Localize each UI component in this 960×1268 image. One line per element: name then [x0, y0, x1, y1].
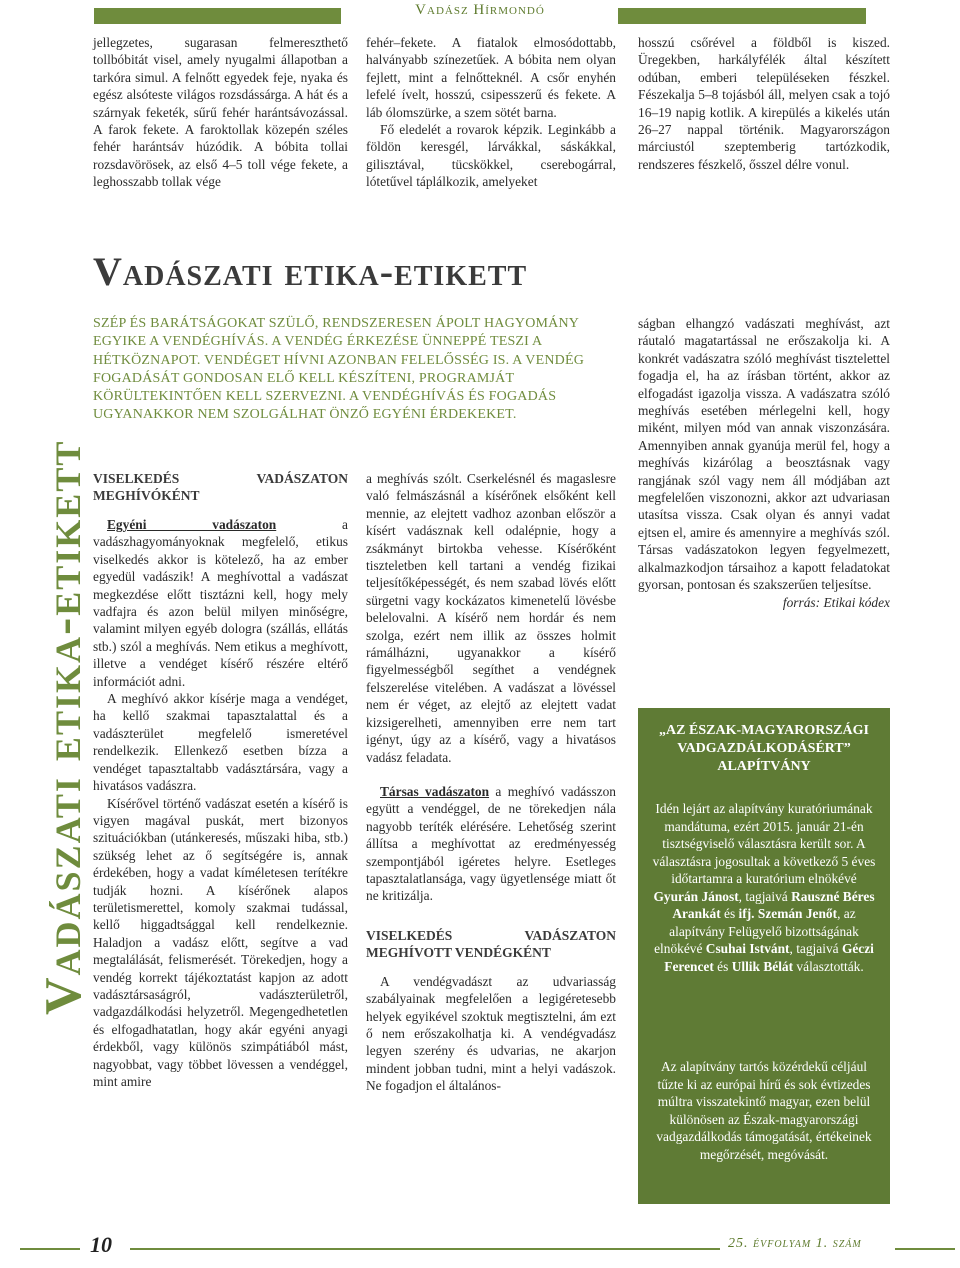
foundation-box-para2: Az alapítvány tartós közérdekű céljául tűzte ki az európai hírű és sok évtizedes múltra visszatekintő magyar, ezen belül különösen az Észak-magyarországi vadgazdálkodás támogatását, értékeinek megőrzését, megóvását. [656, 1059, 872, 1162]
side-title-text: Vadászati etika-etikett [35, 439, 88, 1015]
term-individual-hunt: Egyéni vadászaton [107, 517, 277, 532]
middle-para2: a meghívó vadásszon együtt a vendéggel, de ne törekedjen nála nagyobb teríték elérésére. Lehetőség szerint állítsa a meghívottat az eredményesség szempontjából igéretes helyre. Esetleges tapasztalatlansága, vagy ügyetlensége miatt őt ne kritizálja. [366, 783, 616, 904]
section-title: Vadászati etika-etikett [93, 249, 528, 294]
page-number: 10 [90, 1232, 112, 1257]
article-column-middle [366, 470, 616, 1095]
top-col2-para2: Fő eledelét a rovarok képzik. Leginkább a földön keresgél, lárvákkal, sáskákkal, gilisztával, tücskökkel, cserebogárral, lótetűvel táplálkozik, amelyeket [366, 122, 616, 190]
header-bar-left [94, 8, 341, 24]
footer-rule-middle [130, 1248, 720, 1250]
article-column-left [93, 470, 348, 1090]
top-col3-text: hosszú csőrével a földből is kiszed. Üregekben, harkályfélék által készített odúban, emberi településeken fészkel. Fészekalja 5–8 tojásból áll, melyen csak a tojó 16–19 napig kotlik. A kirepülés a kikelés után 26–27 nappal történik. Magyarországon márciustól szeptemberig tartózkodik, rendszeres fészkelő, ősszel délre vonul. [638, 35, 890, 172]
box-name-2: Rauszné Béres Arankát [672, 888, 875, 921]
box-text-2: , tagjaivá [738, 888, 792, 904]
box-text-3: és [720, 906, 739, 921]
side-title-svg [18, 255, 88, 1025]
box-text-1: Idén lejárt az alapítvány kuratóriumának mandátuma, ezért 2015. január 21-én tisztségviselő választásra került sor. A választásra jogosultak a következő 5 éves időtartamra a kuratórium elnökévé [652, 801, 876, 886]
side-section-title [18, 255, 88, 1025]
box-name-1: Gyurán Jánost [653, 888, 739, 904]
term-group-hunt: Társas vadászaton [380, 783, 490, 799]
left-para3: Kísérővel történő vadászat esetén a kísérő is vigyen magával puskát, mert bizonyos szituációkban (utánkeresés, műszaki hiba, stb.) szükség lehet az ő segítségére is, annak érdekében, hogy a vadat kíméletesen terítékre tudják hozni. A kísérőnek alapos területismerettel, komoly szakmai tudással, kellő higgadtsággal kell rendelkeznie. Haladjon a vadász előtt, segítve a vad megtalálását, felismerését. Törekedjen, hogy a vendég korrekt tájékoztatást kapjon az adott vadásztársaságról, vadászterületről, vadgazdálkodási helyzetről. Megengedhetetlen és elfogadhatatlan, hogy akár egyéni anyagi érdekből, vagy különös szimpátiából mást, nagyobbat, vagy többet lövessen a vendéggel, mint amire [93, 795, 348, 1089]
magazine-title: Vadász Hírmondó [415, 2, 545, 18]
left-para2: A meghívó akkor kísérje maga a vendéget, ha kellő szakmai tapasztalattal és a vadászterület megfelelő ismeretével rendelkezik. Ellenkező esetben bízza a vendéget tapasztaltabb vadásztársára, vagy a hivatásos vadászra. [93, 691, 348, 794]
issue-label: 25. évfolyam 1. szám [728, 1236, 862, 1251]
lead-paragraph: SZÉP ÉS BARÁTSÁGOKAT SZÜLŐ, RENDSZERESEN ÁPOLT HAGYOMÁNY EGYIKE A VENDÉGHÍVÁS. A VENDÉG ÉRKEZÉSE ÜNNEPPÉ TESZI A HÉTKÖZNAPOT. VENDÉGET HÍVNI AZONBAN FELELŐSSÉG IS. A VENDÉG FOGADÁSÁT GONDOSAN ELŐ KELL KÉSZÍTENI, PROGRAMJÁT KÖRÜLTEKINTŐEN KELL SZERVEZNI. A VENDÉGHÍVÁS ÉS FOGADÁS UGYANAKKOR NEM SZOLGÁLHAT ÖNZŐ EGYÉNI ÉRDEKEKET. [93, 316, 585, 423]
box-name-4: Csuhai Istvánt [705, 941, 790, 956]
box-name-3: ifj. Szemán Jenőt [738, 906, 838, 921]
source-note: forrás: Etikai kódex [782, 594, 890, 610]
top-column-1 [93, 34, 348, 191]
header-bar-right [618, 8, 866, 24]
foundation-box-para1 [652, 800, 876, 975]
middle-para3: A vendégvadászt az udvariasság szabályainak megfelelően a legigéretesebb helyek egyikével szoktuk megtisztelni, ám ezt ő nem erőszakolhatja ki. A vendégvadász legyen szerény és udvarias, ne akarjon mindent jobban tudni, mint a helyi vadászok. Ne fogadjon el általános- [366, 973, 616, 1094]
box-name-6: Ullik Bélát [731, 958, 794, 974]
top-column-2 [366, 34, 616, 191]
top-column-3 [638, 34, 890, 173]
left-para1: a vadászhagyományoknak megfelelő, etikus viselkedés akkor is kötelező, ha az ember egyedül vadászik! A meghívottal a vadászat megkezdése előtt tisztázni kell, hogy mely vadfajra és azon belül milyen minőségre, valamint milyen egyéb dologra (szállás, ellátás stb.) szól a meghívás. Nem etikus a meghívott, illetve a vendéget kísérő részére eltérő információt adni. [93, 517, 348, 689]
footer-rule-right [895, 1248, 955, 1250]
article-column-right [638, 315, 890, 611]
foundation-box [638, 708, 890, 1204]
foundation-box-title: „AZ ÉSZAK-MAGYARORSZÁGI VADGAZDÁLKODÁSÉRT” ALAPÍTVÁNY [659, 723, 869, 774]
subheading-host: VISELKEDÉS VADÁSZATON MEGHÍVÓKÉNT [93, 471, 348, 503]
box-text-5: , tagjaivá [789, 941, 842, 956]
top-col1-text: jellegzetes, sugarasan felmereszthető tollbóbitát visel, amely nyugalmi állapotban a tarkóra simul. A felnőtt egyedek feje, nyaka és egész alsóteste világos rozsdássárga. A hát és a szárnyak feketék, sűrű fehér harántsávozással. A farok fekete. A faroktollak közepén széles fehér harántsáv húzódik. A bóbita tollai rozsdavörösek, az első 4–5 toll vége fekete, a leghosszabb tollak vége [93, 35, 348, 190]
box-text-6: és [713, 958, 732, 974]
box-name-5: Géczi Ferencet [664, 941, 874, 974]
top-col2-para1: fehér–fekete. A fiatalok elmosódottabb, halványabb színezetűek. A bóbita nem olyan fejlett, mint a felnőtteknél. A csőr enyhén lefelé ívelt, hosszú, csipesszerű és fekete. A láb ólomszürke, a szem sötét barna. [366, 35, 616, 120]
footer-rule-left [20, 1248, 80, 1250]
box-text-7: választották. [793, 958, 864, 974]
box-text-4: , az alapítvány Felügyelő bizottságának elnökévé [654, 906, 859, 956]
right-para1: ságban elhangzó vadászati meghívást, azt ráutaló magatartással ne erőszakolja ki. A konkrét vadászatra szóló meghívást tisztelettel fogadja el, ha az írásban történt, akkor az elfogadást igazolja vissza. A vadászatra szóló meghívás esetében mérlegelni kell, hogy miként, milyen mód van annak viszonzására. Amennyiben annak gyanúja merül fel, hogy a meghívás kizárólag a beosztásnak vagy rangjának szól vagy nem áll módjában azt megfelelően viszonozni, akkor azt udvariasan utasítsa vissza. Csak olyan és annyi vadat ejtsen el, amire és amennyire a meghívás szól. Társas vadászatokon legyen fegyelmezett, alkalmazkodjon társaihoz a kapott feladatokat gyorsan, pontosan és szakszerűen teljesítse. [638, 316, 890, 593]
subheading-guest: VISELKEDÉS VADÁSZATON MEGHÍVOTT VENDÉGKÉNT [366, 927, 616, 960]
middle-para1: a meghívás szólt. Cserkelésnél és magaslesre való felmászásnál a kísérőnek elsőként kell mennie, az elejtett vadhoz azonban először a kísért vadásznak kell odalépnie, hogy a zsákmányt birtokba vehesse. Kísérőként tiszteletben kell tartani a vendég fizikai teljesítőképességét, és nem szabad lövés előtt sürgetni vagy kockázatos kimenetelű lövésbe belelovalni. A kísérő nem hordár és nem szolga, ezért nem illik az összes holmit rámálházni, ugyanakkor a kísérő figyelmességből segíthet a vendégnek felszerelése vitelében. A vadászat a lövéssel nem ér véget, az elejtő az elejtett vadat kizsigerelheti, amennyiben erre nem tart igényt, úgy az a kísérő, vagy a hivatásos vadász feladata. [366, 471, 616, 765]
